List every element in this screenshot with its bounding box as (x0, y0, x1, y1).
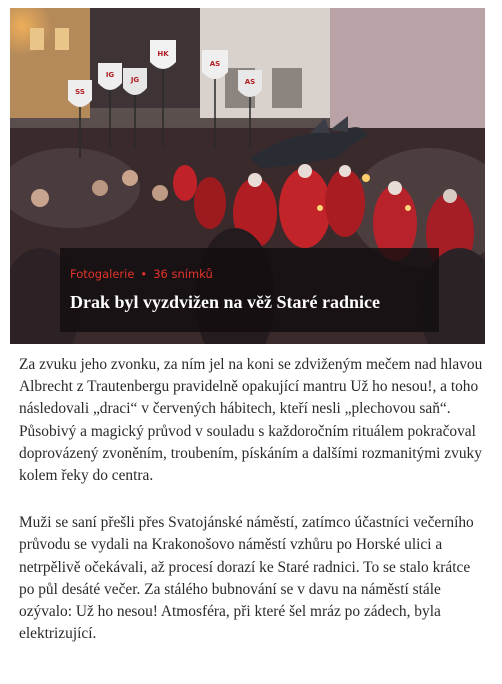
meta-separator: • (140, 267, 148, 281)
banner-letter: HK (157, 50, 169, 58)
banner-letter: IG (105, 71, 115, 79)
banner-letter: AS (244, 78, 256, 86)
gallery-label[interactable]: Fotogalerie (70, 267, 135, 281)
photo-gallery-teaser[interactable] (10, 8, 485, 344)
gallery-meta (70, 267, 213, 281)
article-body (19, 354, 489, 670)
photo-count: 36 snímků (153, 267, 213, 281)
article-paragraph: Za zvuku jeho zvonku, za ním jel na koni se zdviženým mečem nad hlavou Albrecht z Trautenbergu pravidelně opakující mantru Už ho nesou!, a toho následovali „draci“ v červených hábitech, kteří nesli „plechovou saň“. Působivý a magický průvod v souladu s každoročním rituálem pokračoval doprovázený zvoněním, troubením, pískáním a dalšími rozmanitými zvuky kolem řeky do centra. (19, 356, 483, 485)
gallery-title[interactable]: Drak byl vyzdvižen na věž Staré radnice (70, 292, 380, 312)
article-paragraph: Muži se saní přešli přes Svatojánské náměstí, zatímco účastníci večerního průvodu se vydali na Krakonošovo náměstí vzhůru po Horské ulici a netrpělivě očekávali, až procesí dorazí ke Staré radnici. To se stalo krátce po půl desáté večer. Za stálého bubnování se v davu na náměstí stále ozývalo: Už ho nesou! Atmosféra, při které šel mráz po zádech, byla elektrizující. (19, 514, 474, 643)
gallery-caption[interactable] (60, 248, 439, 332)
banner-letter: JG (130, 76, 140, 84)
banner-letter: SS (75, 88, 85, 96)
banner-letter: AS (209, 60, 221, 68)
